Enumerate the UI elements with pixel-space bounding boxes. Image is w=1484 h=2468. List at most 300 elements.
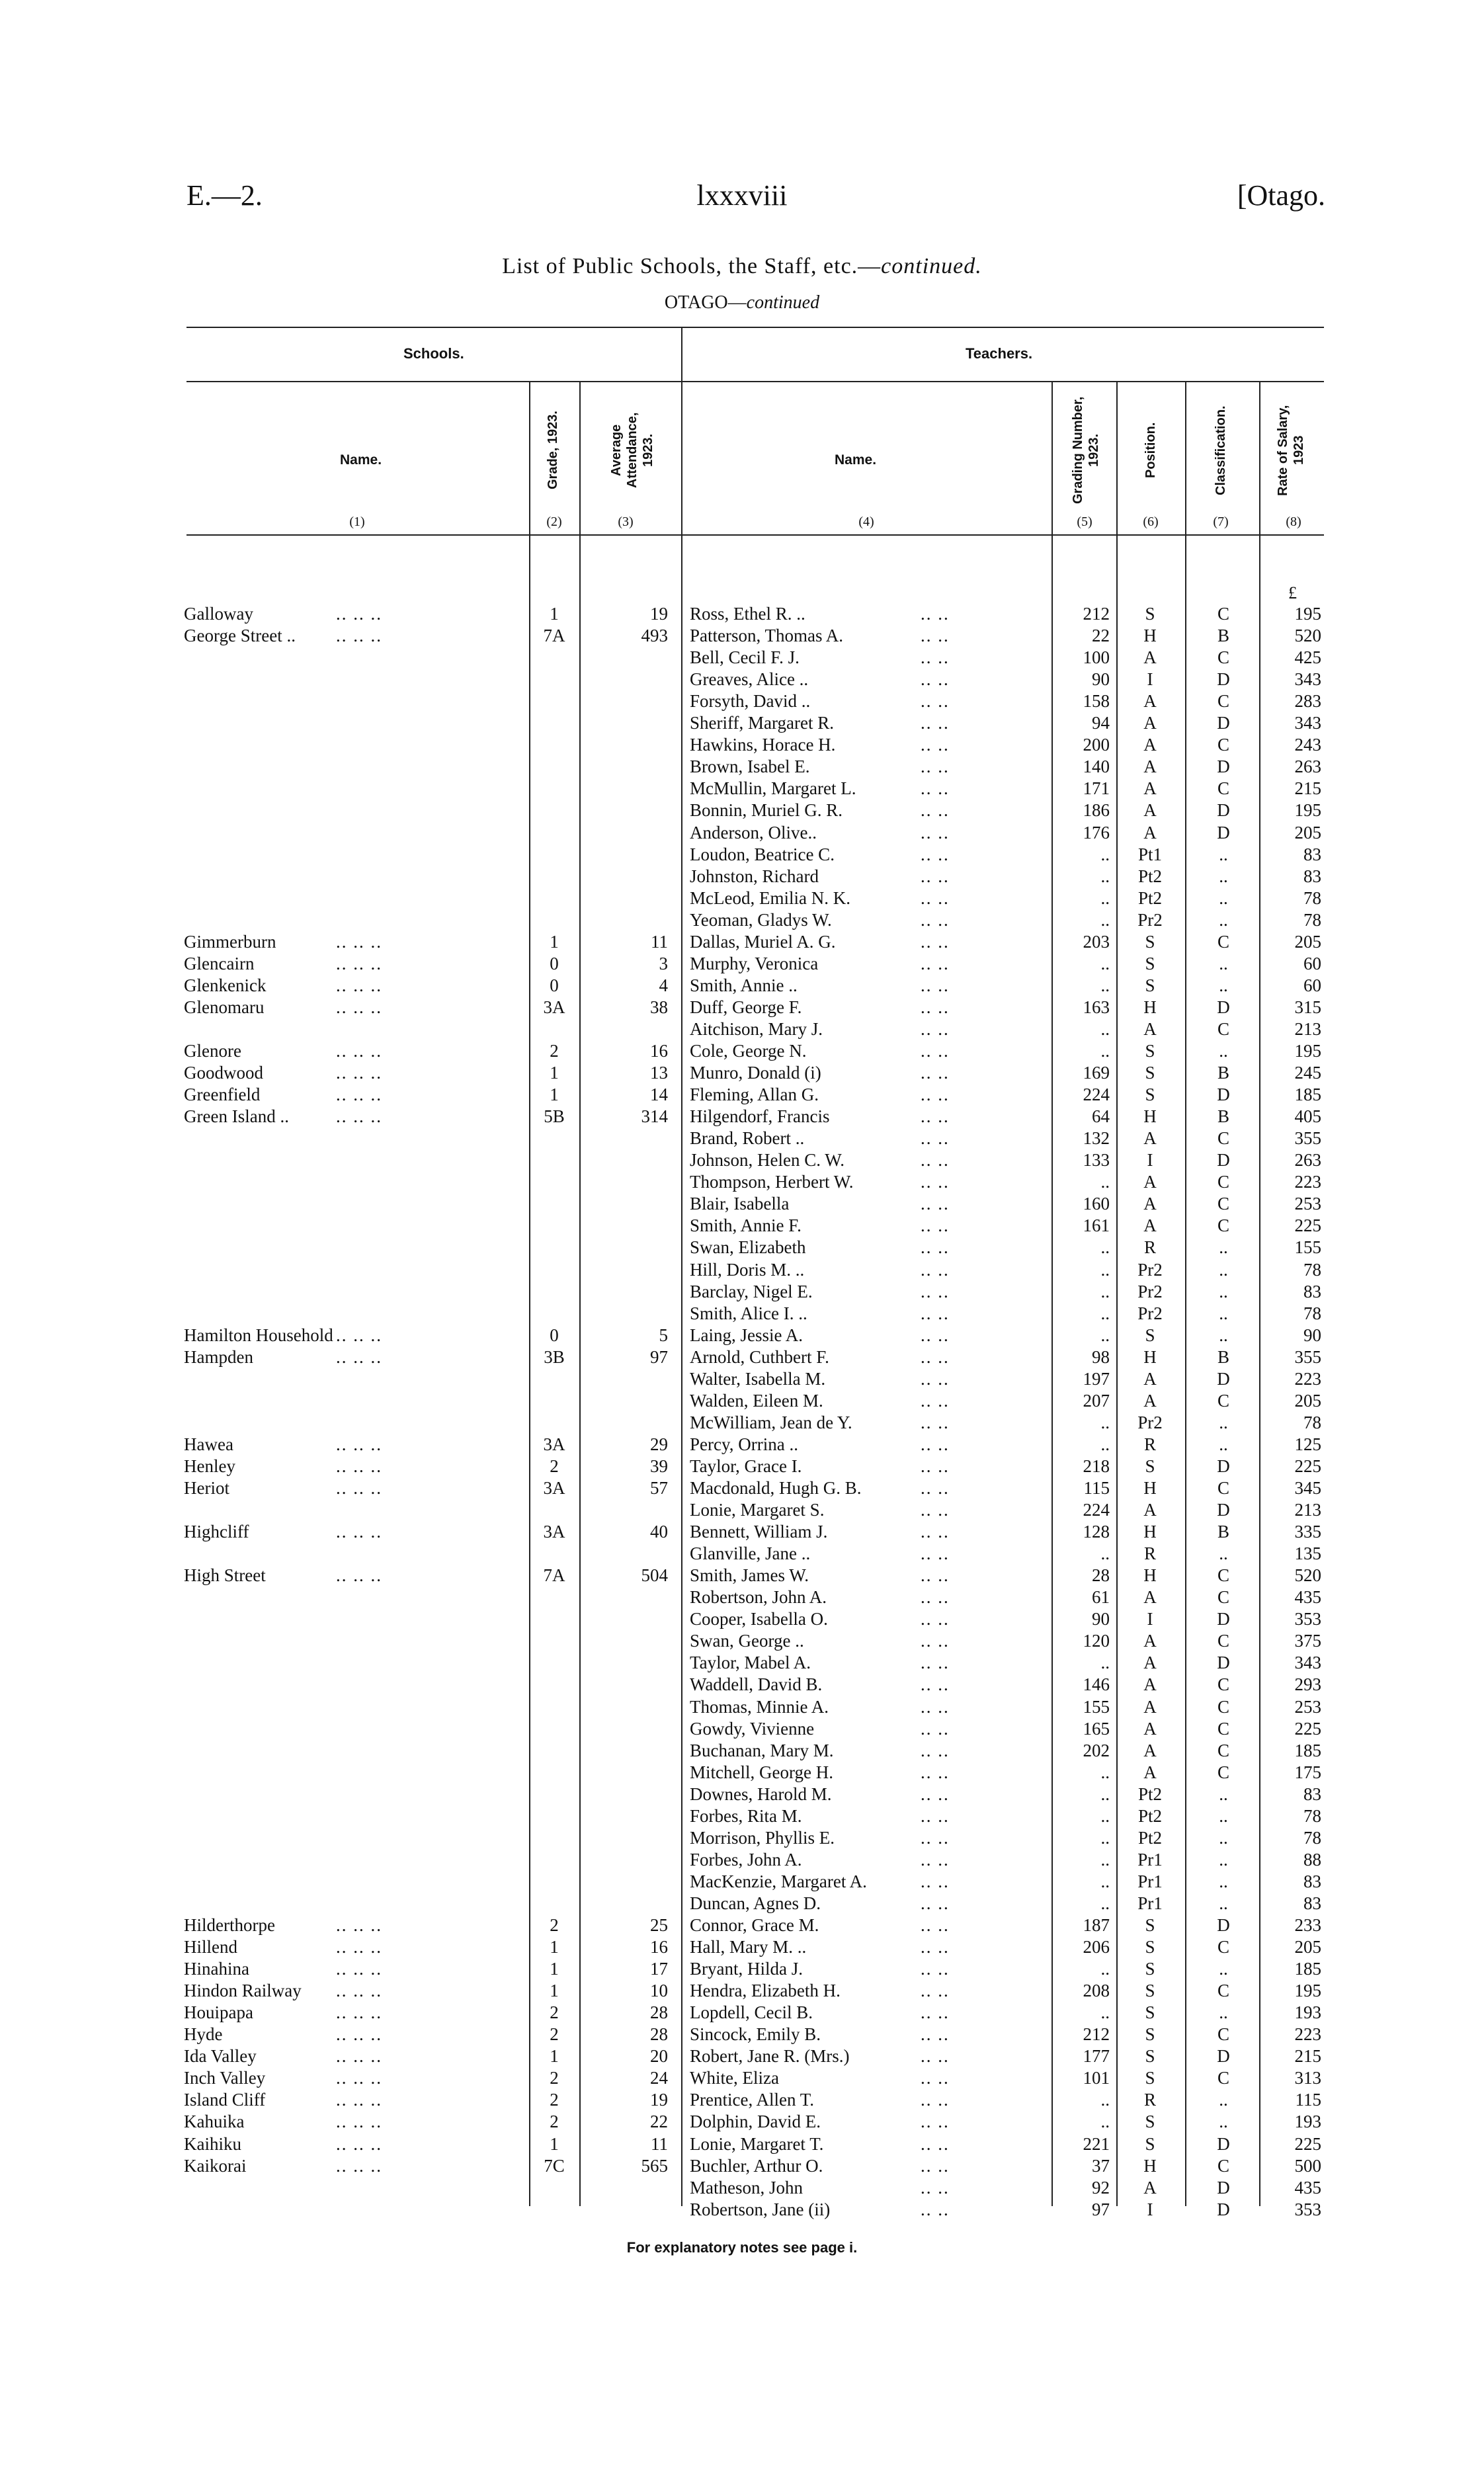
grading-number: 90	[1092, 1609, 1110, 1629]
table-row	[0, 1586, 1484, 1608]
salary: 185	[1294, 1959, 1321, 1979]
table-row	[0, 1303, 1484, 1325]
table-row	[0, 909, 1484, 931]
average-attendance: 4	[659, 975, 668, 995]
teacher-name: Johnston, Richard	[690, 866, 819, 886]
leader-dots: .. ..	[921, 1412, 950, 1432]
grading-number: 212	[1083, 604, 1110, 624]
teacher-name: Munro, Donald (i)	[690, 1063, 821, 1083]
salary: 185	[1294, 1085, 1321, 1105]
position: S	[1145, 1085, 1155, 1105]
grade: 7A	[543, 626, 565, 646]
classification: ..	[1219, 1849, 1228, 1870]
teacher-name: Robertson, Jane (ii)	[690, 2199, 831, 2219]
school-name: High Street	[184, 1565, 266, 1586]
classification: ..	[1219, 2112, 1228, 2132]
teacher-name: Lonie, Margaret T.	[690, 2133, 824, 2154]
table-row	[0, 822, 1484, 844]
leader-dots: .. .. ..	[336, 1325, 382, 1345]
grading-number: 94	[1092, 713, 1110, 733]
leader-dots: .. ..	[921, 626, 950, 646]
grading-number: ..	[1100, 887, 1110, 908]
school-name: Ida Valley	[184, 2046, 257, 2067]
classification: D	[1217, 1500, 1230, 1520]
table-row	[0, 1762, 1484, 1784]
salary: 205	[1294, 1937, 1321, 1957]
grade: 1	[550, 1063, 559, 1083]
position: Pr1	[1137, 1849, 1163, 1870]
grading-number: 202	[1083, 1740, 1110, 1760]
average-attendance: 14	[650, 1085, 668, 1105]
position: S	[1145, 953, 1155, 973]
table-row	[0, 1630, 1484, 1652]
school-name: Kaihiku	[184, 2133, 241, 2154]
leader-dots: .. ..	[921, 1937, 950, 1957]
table-row	[0, 712, 1484, 734]
school-name: Glenore	[184, 1041, 241, 1061]
teacher-name: Duncan, Agnes D.	[690, 1893, 821, 1913]
classification: D	[1217, 800, 1230, 821]
salary: 155	[1294, 1237, 1321, 1258]
position: Pr2	[1137, 909, 1163, 930]
classification: ..	[1219, 1871, 1228, 1891]
school-name: Hamilton Household	[184, 1325, 333, 1345]
leader-dots: .. ..	[921, 1325, 950, 1345]
leader-dots: .. ..	[921, 1085, 950, 1105]
leader-dots: .. ..	[921, 2024, 950, 2045]
table-row	[0, 975, 1484, 997]
position: A	[1143, 2177, 1157, 2198]
classification: C	[1217, 2024, 1229, 2045]
grading-number: 224	[1083, 1500, 1110, 1520]
leader-dots: .. ..	[921, 1762, 950, 1782]
classification: C	[1217, 778, 1229, 799]
grading-number: 206	[1083, 1937, 1110, 1957]
grade: 2	[550, 2024, 559, 2045]
teacher-name: Dallas, Muriel A. G.	[690, 931, 836, 952]
teacher-name: MacKenzie, Margaret A.	[690, 1871, 867, 1891]
school-name: Kahuika	[184, 2112, 245, 2132]
position: Pt1	[1137, 844, 1163, 864]
salary: 205	[1294, 1390, 1321, 1411]
school-name: Heriot	[184, 1478, 229, 1498]
grading-number: 98	[1092, 1346, 1110, 1367]
position: R	[1143, 1237, 1156, 1258]
school-name: Glenkenick	[184, 975, 267, 995]
table-row	[0, 778, 1484, 800]
col-number-4: (4)	[858, 514, 874, 529]
salary: 223	[1294, 2024, 1321, 2045]
grading-number: 160	[1083, 1194, 1110, 1214]
classification: D	[1217, 1609, 1230, 1629]
classification: C	[1217, 931, 1229, 952]
average-attendance: 10	[650, 1981, 668, 2001]
leader-dots: .. .. ..	[336, 1937, 382, 1957]
table-row	[0, 931, 1484, 953]
position: I	[1147, 1609, 1153, 1629]
salary: 193	[1294, 2112, 1321, 2132]
leader-dots: .. .. ..	[336, 2155, 382, 2176]
teacher-name: McWilliam, Jean de Y.	[690, 1412, 852, 1432]
document-title	[0, 254, 1484, 279]
grading-number: 176	[1083, 822, 1110, 843]
average-attendance: 16	[650, 1937, 668, 1957]
col-number-6: (6)	[1143, 514, 1159, 529]
classification: ..	[1219, 953, 1228, 973]
teacher-name: Anderson, Olive..	[690, 822, 817, 843]
leader-dots: .. .. ..	[336, 1981, 382, 2001]
grade: 3A	[543, 1434, 565, 1454]
leader-dots: .. .. ..	[336, 953, 382, 973]
salary: 355	[1294, 1128, 1321, 1149]
salary: 435	[1294, 2177, 1321, 2198]
teacher-name: Aitchison, Mary J.	[690, 1018, 823, 1039]
average-attendance: 39	[650, 1456, 668, 1476]
leader-dots: .. .. ..	[336, 1085, 382, 1105]
grading-number: 22	[1092, 626, 1110, 646]
salary: 245	[1294, 1063, 1321, 1083]
leader-dots: .. .. ..	[336, 1063, 382, 1083]
currency-symbol: £	[1288, 583, 1297, 602]
position: R	[1143, 2090, 1156, 2110]
leader-dots: .. ..	[921, 1959, 950, 1979]
table-row	[0, 1106, 1484, 1128]
school-name: Hilderthorpe	[184, 1915, 275, 1935]
leader-dots: .. ..	[921, 1718, 950, 1739]
salary: 175	[1294, 1762, 1321, 1782]
leader-dots: .. .. ..	[336, 2068, 382, 2088]
school-name: Henley	[184, 1456, 235, 1476]
teacher-name: Buchler, Arthur O.	[690, 2155, 823, 2176]
leader-dots: .. ..	[921, 997, 950, 1017]
average-attendance: 38	[650, 997, 668, 1017]
leader-dots: .. ..	[921, 1390, 950, 1411]
grading-number: ..	[1100, 844, 1110, 864]
table-row	[0, 2111, 1484, 2133]
grade: 2	[550, 1041, 559, 1061]
salary: 205	[1294, 931, 1321, 952]
grading-number: ..	[1100, 866, 1110, 886]
leader-dots: .. ..	[921, 1106, 950, 1127]
salary: 233	[1294, 1915, 1321, 1935]
grading-number: 208	[1083, 1981, 1110, 2001]
leader-dots: .. ..	[921, 1434, 950, 1454]
position: S	[1145, 2068, 1155, 2088]
salary: 425	[1294, 647, 1321, 668]
classification: C	[1217, 2068, 1229, 2088]
classification: D	[1217, 1368, 1230, 1389]
salary: 83	[1303, 1893, 1321, 1913]
classification: D	[1217, 1150, 1230, 1171]
salary: 185	[1294, 1740, 1321, 1760]
classification: ..	[1219, 887, 1228, 908]
teacher-name: Robertson, John A.	[690, 1587, 827, 1608]
leader-dots: .. ..	[921, 1915, 950, 1935]
grade: 0	[550, 1325, 559, 1345]
table-row	[0, 1740, 1484, 1762]
grade: 5B	[544, 1106, 565, 1127]
salary: 83	[1303, 1871, 1321, 1891]
table-row	[0, 1456, 1484, 1477]
classification: B	[1217, 1522, 1229, 1542]
leader-dots: .. ..	[921, 1543, 950, 1564]
table-row	[0, 2133, 1484, 2155]
salary: 223	[1294, 1368, 1321, 1389]
grading-number: ..	[1100, 1259, 1110, 1280]
table-row	[0, 1499, 1484, 1521]
salary: 283	[1294, 691, 1321, 712]
salary: 520	[1294, 1565, 1321, 1586]
grading-number: ..	[1100, 1434, 1110, 1454]
table-row	[0, 1193, 1484, 1215]
col-number-2: (2)	[546, 514, 562, 529]
teacher-name: Greaves, Alice ..	[690, 669, 809, 690]
teacher-name: Walter, Isabella M.	[690, 1368, 826, 1389]
school-name: Houipapa	[184, 2002, 253, 2023]
grading-number: ..	[1100, 1871, 1110, 1891]
table-row	[0, 2045, 1484, 2067]
grading-number: 158	[1083, 691, 1110, 712]
classification: ..	[1219, 1805, 1228, 1826]
teacher-name: Brand, Robert ..	[690, 1128, 805, 1149]
grading-number: 120	[1083, 1631, 1110, 1651]
teacher-name: Hall, Mary M. ..	[690, 1937, 807, 1957]
salary: 83	[1303, 866, 1321, 886]
teacher-name: Taylor, Grace I.	[690, 1456, 802, 1476]
table-row	[0, 625, 1484, 647]
classification: ..	[1219, 1303, 1228, 1323]
col-number-1: (1)	[349, 514, 365, 529]
classification: ..	[1219, 1434, 1228, 1454]
table-row	[0, 1521, 1484, 1543]
teacher-name: Sheriff, Margaret R.	[690, 713, 834, 733]
position: H	[1143, 626, 1157, 646]
leader-dots: .. ..	[921, 2090, 950, 2110]
grade: 1	[550, 931, 559, 952]
salary: 343	[1294, 713, 1321, 733]
teacher-name: Smith, James W.	[690, 1565, 809, 1586]
salary: 225	[1294, 2133, 1321, 2154]
leader-dots: .. ..	[921, 1827, 950, 1848]
teacher-name: Murphy, Veronica	[690, 953, 819, 973]
school-name: Green Island ..	[184, 1106, 289, 1127]
salary: 78	[1303, 1259, 1321, 1280]
salary: 435	[1294, 1587, 1321, 1608]
classification: D	[1217, 669, 1230, 690]
leader-dots: .. ..	[921, 2002, 950, 2023]
leader-dots: .. ..	[921, 757, 950, 777]
grade: 1	[550, 2046, 559, 2067]
classification: ..	[1219, 975, 1228, 995]
subtitle-continued: continued	[746, 292, 820, 313]
teacher-name: Arnold, Cuthbert F.	[690, 1346, 829, 1367]
table-row	[0, 1718, 1484, 1740]
classification: C	[1217, 1937, 1229, 1957]
table-row	[0, 1565, 1484, 1586]
classification: C	[1217, 1215, 1229, 1236]
grade: 1	[550, 1981, 559, 2001]
salary: 315	[1294, 997, 1321, 1017]
teacher-name: Swan, Elizabeth	[690, 1237, 806, 1258]
position: Pt2	[1137, 1784, 1163, 1804]
leader-dots: .. ..	[921, 713, 950, 733]
grading-number: 155	[1083, 1696, 1110, 1717]
salary: 90	[1303, 1325, 1321, 1345]
classification: D	[1217, 1915, 1230, 1935]
leader-dots: .. ..	[921, 1609, 950, 1629]
school-name: Hyde	[184, 2024, 223, 2045]
position: Pr2	[1137, 1259, 1163, 1280]
leader-dots: .. .. ..	[336, 997, 382, 1017]
leader-dots: .. .. ..	[336, 975, 382, 995]
table-row	[0, 603, 1484, 625]
grade: 1	[550, 1959, 559, 1979]
classification: ..	[1219, 1959, 1228, 1979]
salary: 223	[1294, 1172, 1321, 1192]
leader-dots: .. ..	[921, 2177, 950, 2198]
grading-number: 97	[1092, 2199, 1110, 2219]
grade: 3A	[543, 1478, 565, 1498]
classification: ..	[1219, 1259, 1228, 1280]
table-row	[0, 1477, 1484, 1499]
grade: 1	[550, 1937, 559, 1957]
position: R	[1143, 1434, 1156, 1454]
leader-dots: .. ..	[921, 1346, 950, 1367]
table-row	[0, 1128, 1484, 1149]
position: A	[1143, 1631, 1157, 1651]
position: A	[1143, 822, 1157, 843]
salary: 195	[1294, 604, 1321, 624]
leader-dots: .. .. ..	[336, 1346, 382, 1367]
grade: 7C	[544, 2155, 565, 2176]
table-row	[0, 734, 1484, 756]
position: S	[1145, 1325, 1155, 1345]
table-row	[0, 1980, 1484, 2002]
table-row	[0, 1849, 1484, 1871]
grading-number: 37	[1092, 2155, 1110, 2176]
position: A	[1143, 1194, 1157, 1214]
grade: 2	[550, 2090, 559, 2110]
col-number-3: (3)	[618, 514, 634, 529]
grading-number: ..	[1100, 1849, 1110, 1870]
classification: C	[1217, 1740, 1229, 1760]
leader-dots: .. ..	[921, 1631, 950, 1651]
salary: 293	[1294, 1674, 1321, 1695]
classification: C	[1217, 1981, 1229, 2001]
teacher-name: Matheson, John	[690, 2177, 803, 2198]
classification: ..	[1219, 1412, 1228, 1432]
position: Pt2	[1137, 866, 1163, 886]
col-header-grading: Grading Number, 1923.	[1071, 396, 1101, 505]
position: Pt2	[1137, 1805, 1163, 1826]
classification: ..	[1219, 1827, 1228, 1848]
grading-number: ..	[1100, 953, 1110, 973]
grading-number: ..	[1100, 1237, 1110, 1258]
position: I	[1147, 669, 1153, 690]
teacher-name: Taylor, Mabel A.	[690, 1653, 811, 1673]
grading-number: ..	[1100, 1893, 1110, 1913]
teacher-name: McLeod, Emilia N. K.	[690, 887, 850, 908]
leader-dots: .. ..	[921, 1674, 950, 1695]
position: Pt2	[1137, 887, 1163, 908]
classification: C	[1217, 1674, 1229, 1695]
salary: 353	[1294, 2199, 1321, 2219]
title-main: List of Public Schools, the Staff, etc.—	[502, 254, 882, 278]
school-name: Goodwood	[184, 1063, 263, 1083]
position: S	[1145, 1937, 1155, 1957]
table-row	[0, 1084, 1484, 1106]
leader-dots: .. ..	[921, 1041, 950, 1061]
salary: 193	[1294, 2002, 1321, 2023]
teacher-name: Hill, Doris M. ..	[690, 1259, 805, 1280]
salary: 78	[1303, 887, 1321, 908]
salary: 88	[1303, 1849, 1321, 1870]
salary: 115	[1295, 2090, 1321, 2110]
classification: D	[1217, 822, 1230, 843]
classification: ..	[1219, 1893, 1228, 1913]
grade: 1	[550, 604, 559, 624]
salary: 353	[1294, 1609, 1321, 1629]
grade: 2	[550, 2002, 559, 2023]
teacher-name: Glanville, Jane ..	[690, 1543, 811, 1564]
leader-dots: .. ..	[921, 2046, 950, 2067]
teacher-name: Blair, Isabella	[690, 1194, 790, 1214]
teacher-name: Cole, George N.	[690, 1041, 807, 1061]
salary: 253	[1294, 1194, 1321, 1214]
grading-number: 140	[1083, 757, 1110, 777]
leader-dots: .. ..	[921, 604, 950, 624]
teacher-name: Forsyth, David ..	[690, 691, 811, 712]
salary: 83	[1303, 1784, 1321, 1804]
table-row	[0, 1171, 1484, 1193]
grading-number: 163	[1083, 997, 1110, 1017]
table-row	[0, 1543, 1484, 1565]
table-row	[0, 2155, 1484, 2177]
salary: 343	[1294, 669, 1321, 690]
table-row	[0, 1259, 1484, 1281]
table-row	[0, 2089, 1484, 2111]
teacher-name: White, Eliza	[690, 2068, 779, 2088]
leader-dots: .. .. ..	[336, 2112, 382, 2132]
teacher-name: Swan, George ..	[690, 1631, 804, 1651]
average-attendance: 11	[651, 2133, 668, 2154]
school-name: Kaikorai	[184, 2155, 247, 2176]
position: A	[1143, 647, 1157, 668]
grading-number: 64	[1092, 1106, 1110, 1127]
salary: 243	[1294, 735, 1321, 755]
classification: ..	[1219, 2002, 1228, 2023]
grade: 0	[550, 975, 559, 995]
position: A	[1143, 757, 1157, 777]
position: A	[1143, 778, 1157, 799]
table-row	[0, 1805, 1484, 1827]
table-row	[0, 866, 1484, 887]
grading-number: 177	[1083, 2046, 1110, 2067]
classification: D	[1217, 757, 1230, 777]
average-attendance: 25	[650, 1915, 668, 1935]
classification: D	[1217, 2177, 1230, 2198]
table-row	[0, 1696, 1484, 1718]
classification: C	[1217, 1128, 1229, 1149]
salary: 215	[1294, 778, 1321, 799]
grading-number: 132	[1083, 1128, 1110, 1149]
leader-dots: .. ..	[921, 1194, 950, 1214]
leader-dots: .. ..	[921, 866, 950, 886]
col-number-8: (8)	[1286, 514, 1301, 529]
position: S	[1145, 2112, 1155, 2132]
position: A	[1143, 1390, 1157, 1411]
position: H	[1143, 1565, 1157, 1586]
